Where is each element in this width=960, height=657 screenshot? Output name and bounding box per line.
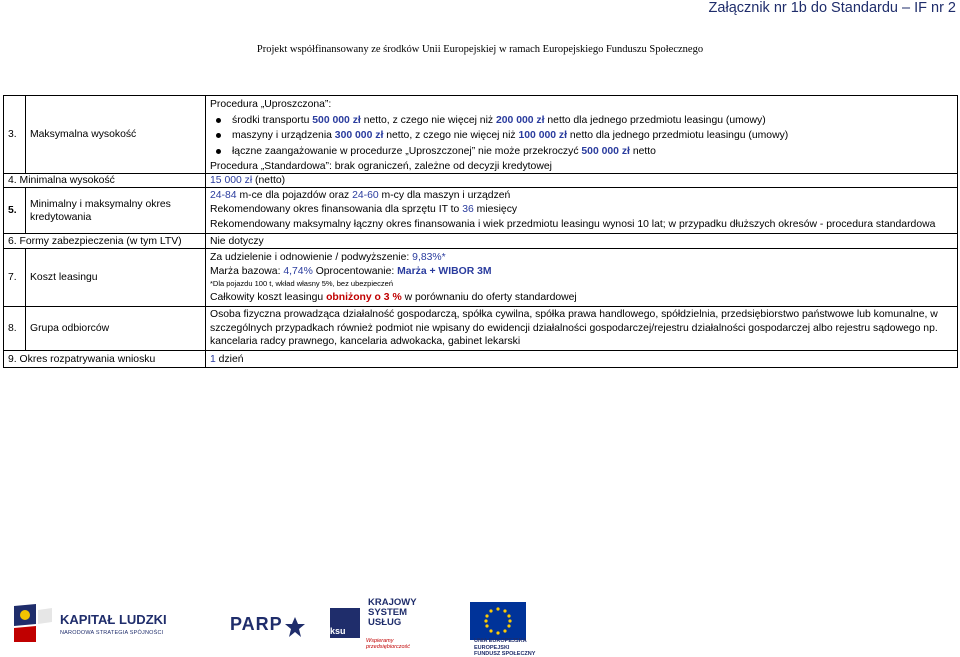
list-item: maszyny i urządzenia 300 000 zł netto, z czego nie więcej niż 100 000 zł netto dla jednego przedmiotu leasingu (umowy) [210,129,953,142]
ksu-slogan: Wspieramy przedsiębiorczość [366,638,411,650]
kapital-ludzki-flag-icon [12,602,54,644]
period-max-total: Rekomendowany maksymalny łączny okres finansowania i wiek przedmiotu leasingu wynosi 10 lat; w przypadku dłuższych okresów - procedura standardowa [210,219,936,231]
row-label-credit-period: Minimalny i maksymalny okres kredytowania [26,188,206,234]
kapital-ludzki-subtitle: NARODOWA STRATEGIA SPÓJNOŚCI [60,630,164,636]
row-number: 7. [4,249,26,307]
row-number: 3. [4,96,26,174]
table-row-min-amount [4,174,958,188]
footer-logos [0,596,960,657]
row-label-min-amount: 4. Minimalna wysokość [4,174,206,188]
table-row-max-amount [4,96,958,174]
row-number: 8. [4,307,26,351]
project-cofinancing-line: Projekt współfinansowany ze środków Unii Europejskiej w ramach Europejskiego Funduszu Społecznego [256,44,704,55]
eu-logo [440,600,590,657]
table-row-processing-time [4,351,958,368]
period-vehicles-machines: 24-84 m-ce dla pojazdów oraz 24-60 m-cy dla maszyn i urządzeń [210,190,511,202]
product-spec-table [3,95,958,368]
table-row-leasing-cost [4,249,958,307]
row-value-leasing-cost [206,249,958,307]
table-row-collateral [4,234,958,249]
kapital-ludzki-name: KAPITAŁ LUDZKI [60,612,167,627]
row-value-collateral: Nie dotyczy [206,234,958,249]
parp-logo [230,614,308,644]
eu-logo-text: UNIA EUROPEJSKA EUROPEJSKI FUNDUSZ SPOŁECZNY [474,638,536,657]
row-value-processing-time: 1 dzień [206,351,958,368]
parp-wordmark: PARP [230,614,283,634]
row-label-processing-time: 9. Okres rozpatrywania wniosku [4,351,206,368]
period-it-equipment: Rekomendowany okres finansowania dla sprzętu IT to 36 miesięcy [210,203,518,215]
simplified-procedure-intro: Procedura „Uproszczona”: [210,99,332,110]
ksu-mark-text: ksu [330,626,346,636]
row-label-collateral: 6. Formy zabezpieczenia (w tym LTV) [4,234,206,249]
cost-total-line: Całkowity koszt leasingu obniżony o 3 % w porównaniu do oferty standardowej [210,291,577,303]
cost-fee-line: Za udzielenie i odnowienie / podwyższenie: 9,83%* [210,251,446,263]
attachment-title: Załącznik nr 1b do Standardu – IF nr 2 [708,0,956,16]
ksu-name: KRAJOWY SYSTEM USŁUG [368,597,417,628]
row-label-target-group: Grupa odbiorców [26,307,206,351]
list-item: środki transportu 500 000 zł netto, z czego nie więcej niż 200 000 zł netto dla jednego przedmiotu leasingu (umowy) [210,114,953,127]
cost-footnote: *Dla pojazdu 100 t, wkład własny 5%, bez ubezpieczeń [210,278,394,288]
standard-procedure-note: Procedura „Standardowa”: brak ograniczeń, zależne od decyzji kredytowej [210,161,552,172]
ksu-logo [330,598,420,652]
eu-flag-icon [470,602,526,640]
table-row-credit-period [4,188,958,234]
row-value-credit-period [206,188,958,234]
row-label-leasing-cost: Koszt leasingu [26,249,206,307]
row-label-max-amount: Maksymalna wysokość [26,96,206,174]
simplified-procedure-list [210,114,953,158]
row-value-min-amount: 15 000 zł (netto) [206,174,958,188]
table-row-target-group [4,307,958,351]
cost-margin-line: Marża bazowa: 4,74% Oprocentowanie: Marża + WIBOR 3M [210,265,492,277]
list-item: łączne zaangażowanie w procedurze „Uproszczonej” nie może przekroczyć 500 000 zł netto [210,145,953,158]
row-value-target-group: Osoba fizyczna prowadząca działalność gospodarczą, spółka cywilna, spółka prawa handlowego, spółdzielnia, przedsiębiorstwo państwowe lub komunalne, w szczególnych przypadkach również podmiot nie wpisany do ewidencji działalności gospodarczej/rejestru działalności gospodarczej albo rejestru sądowego np. kancelaria radcy prawnego, kancelaria adwokacka, gabinet lekarski [206,307,958,351]
parp-star-icon [284,616,306,638]
row-number: 5. [4,188,26,234]
kapital-ludzki-logo [12,602,172,652]
row-value-max-amount [206,96,958,174]
